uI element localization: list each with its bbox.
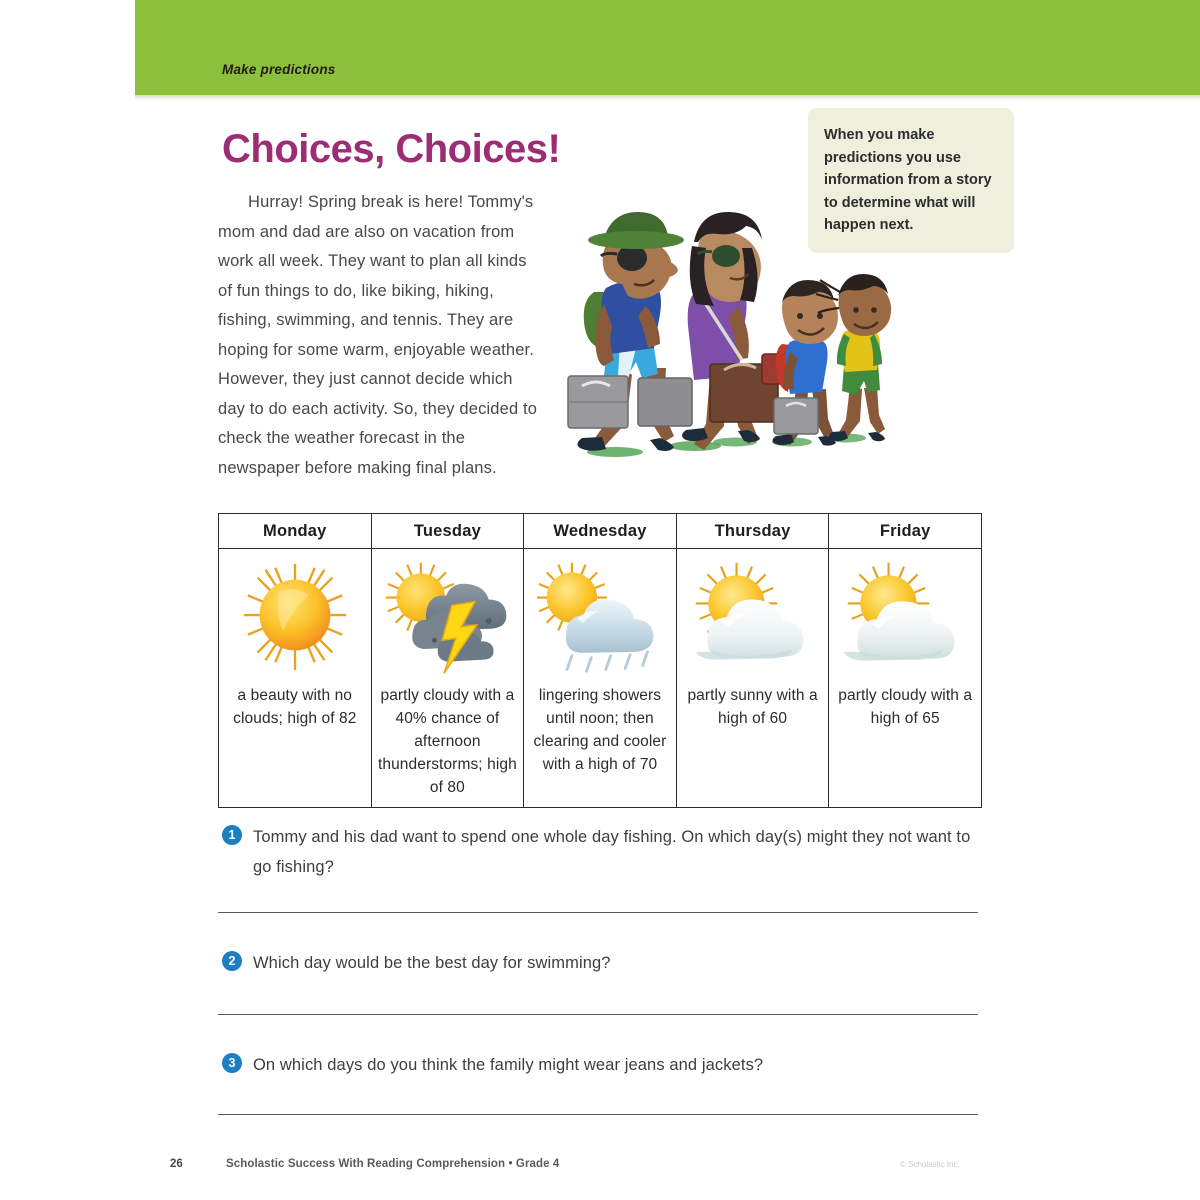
forecast-text-wednesday: lingering showers until noon; then clearing and cooler with a high of 70 [533,687,667,773]
forecast-cell-tuesday [371,549,524,808]
answer-line-2[interactable] [218,1014,978,1015]
sun-rain-shower-icon [524,549,676,684]
forecast-cell-friday [829,549,982,808]
header-green-band [135,0,1200,95]
question-text: Tommy and his dad want to spend one whole day fishing. On which day(s) might they not want to go fishing? [253,828,971,876]
table-row [219,549,982,808]
question-1 [222,822,982,882]
family-illustration-svg [560,180,900,470]
question-2 [222,948,982,978]
answer-line-1[interactable] [218,912,978,913]
sun-icon [219,549,371,684]
column-header-tuesday: Tuesday [371,514,524,549]
forecast-cell-monday [219,549,372,808]
sun-thunderstorm-icon [372,549,524,684]
question-number-badge: 1 [222,825,242,845]
page-title: Choices, Choices! [222,127,561,171]
header-band-shadow [135,95,1200,100]
forecast-text-thursday: partly sunny with a high of 60 [687,687,818,727]
question-3 [222,1050,982,1080]
footer-book-title: Scholastic Success With Reading Comprehension • Grade 4 [226,1158,560,1170]
skill-label: Make predictions [222,62,336,77]
weather-forecast-table [218,513,982,808]
sun-behind-cloud-icon [677,549,829,684]
forecast-text-monday: a beauty with no clouds; high of 82 [233,687,357,727]
question-text: Which day would be the best day for swimming? [253,954,611,972]
forecast-cell-thursday [676,549,829,808]
answer-line-3[interactable] [218,1114,978,1115]
forecast-text-friday: partly cloudy with a high of 65 [838,687,973,727]
column-header-wednesday: Wednesday [524,514,677,549]
column-header-monday: Monday [219,514,372,549]
column-header-friday: Friday [829,514,982,549]
table-header-row [219,514,982,549]
column-header-thursday: Thursday [676,514,829,549]
family-illustration [560,180,900,470]
sun-behind-cloud-icon [829,549,981,684]
question-number-badge: 3 [222,1053,242,1073]
question-number-badge: 2 [222,951,242,971]
footer-page-number: 26 [170,1158,183,1170]
forecast-text-tuesday: partly cloudy with a 40% chance of afternoon thunderstorms; high of 80 [377,687,517,796]
callout-text: When you make predictions you use information from a story to determine what will happen next. [824,127,992,233]
footer-copyright: © Scholastic Inc. [900,1160,960,1169]
question-text: On which days do you think the family might wear jeans and jackets? [253,1056,764,1074]
story-paragraph: Hurray! Spring break is here! Tommy's mom and dad are also on vacation from work all week. They want to plan all kinds of fun things to do, like biking, hiking, fishing, swimming, and tennis. They are hoping for some warm, enjoyable weather. However, they just cannot decide which day to do each activity. So, they decided to check the weather forecast in the newspaper before making final plans. [218,193,538,477]
forecast-cell-wednesday [524,549,677,808]
